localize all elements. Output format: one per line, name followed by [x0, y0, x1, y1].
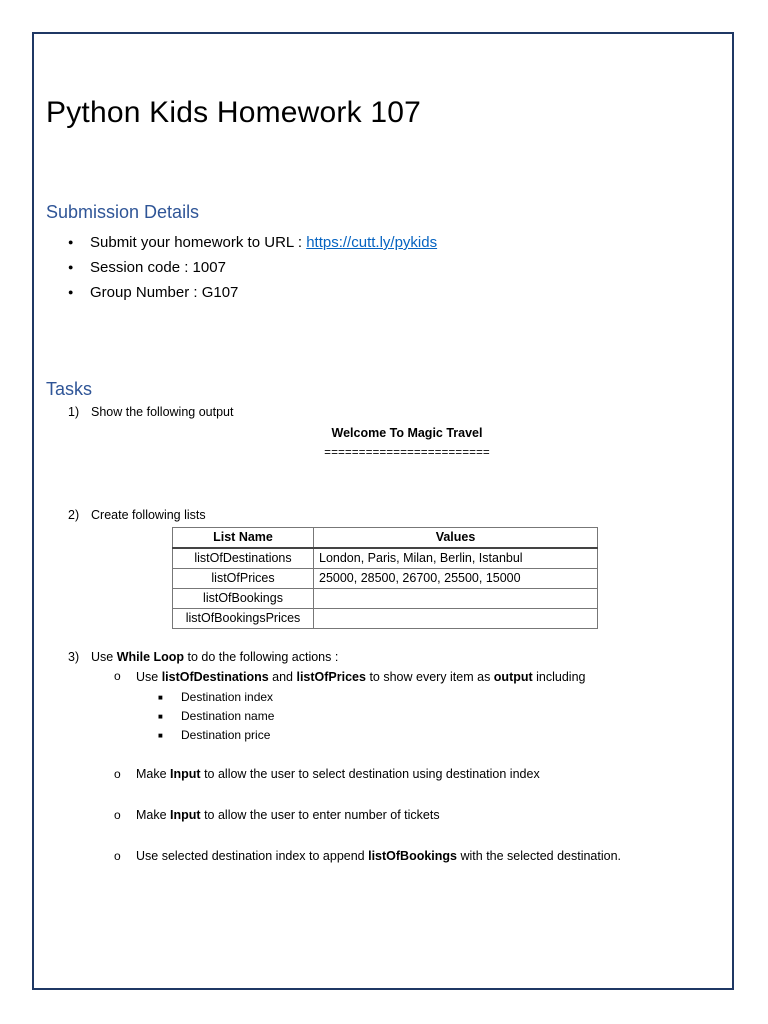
- submission-heading: Submission Details: [46, 202, 200, 222]
- task3-number: 3): [68, 650, 80, 664]
- task3-text: Use While Loop to do the following actions :: [91, 650, 339, 664]
- sub-item-index: Destination index: [181, 690, 274, 704]
- row-name: listOfBookingsPrices: [173, 609, 314, 629]
- separator-text: ========================: [324, 447, 490, 460]
- task3-item1: Use listOfDestinations and listOfPrices to show every item as output including: [136, 670, 586, 684]
- header-list-name: List Name: [173, 528, 314, 549]
- square-bullet-icon: ■: [158, 731, 163, 740]
- submission-list: [66, 230, 437, 305]
- row-values: [314, 589, 598, 609]
- lists-table: [172, 527, 598, 629]
- row-name: listOfBookings: [173, 589, 314, 609]
- table-row: [173, 609, 598, 629]
- tasks-heading: Tasks: [46, 379, 93, 399]
- table-row: [173, 569, 598, 589]
- square-bullet-icon: ■: [158, 712, 163, 721]
- submission-url-item: [66, 230, 437, 255]
- table-row: [173, 589, 598, 609]
- row-values: 25000, 28500, 26700, 25500, 15000: [314, 569, 598, 589]
- square-bullet-icon: ■: [158, 693, 163, 702]
- table-row: [173, 548, 598, 569]
- row-values: London, Paris, Milan, Berlin, Istanbul: [314, 548, 598, 569]
- sub-item-name: Destination name: [181, 709, 275, 723]
- task2-number: 2): [68, 508, 80, 522]
- task3-item3: Make Input to allow the user to enter number of tickets: [136, 808, 440, 822]
- welcome-text: Welcome To Magic Travel: [331, 426, 483, 440]
- task3-item2: Make Input to allow the user to select destination using destination index: [136, 767, 540, 781]
- group-number-item: ● Group Number : G107: [66, 280, 437, 305]
- session-code-item: ● Session code : 1007: [66, 255, 437, 280]
- task1-text: Show the following output: [91, 405, 234, 419]
- submission-link[interactable]: https://cutt.ly/pykids: [306, 234, 438, 251]
- page-title: Python Kids Homework 107: [46, 96, 421, 129]
- row-name: listOfPrices: [173, 569, 314, 589]
- circle-bullet-icon: o: [114, 669, 121, 683]
- url-label: Submit your homework to URL :: [90, 234, 307, 251]
- sub-item-price: Destination price: [181, 728, 271, 742]
- circle-bullet-icon: o: [114, 767, 121, 781]
- circle-bullet-icon: o: [114, 808, 121, 822]
- header-values: Values: [314, 528, 598, 549]
- row-values: [314, 609, 598, 629]
- task1-number: 1): [68, 405, 80, 419]
- table-header-row: [173, 528, 598, 549]
- circle-bullet-icon: o: [114, 849, 121, 863]
- task2-text: Create following lists: [91, 508, 206, 522]
- row-name: listOfDestinations: [173, 548, 314, 569]
- task3-item4: Use selected destination index to append listOfBookings with the selected destination.: [136, 849, 622, 863]
